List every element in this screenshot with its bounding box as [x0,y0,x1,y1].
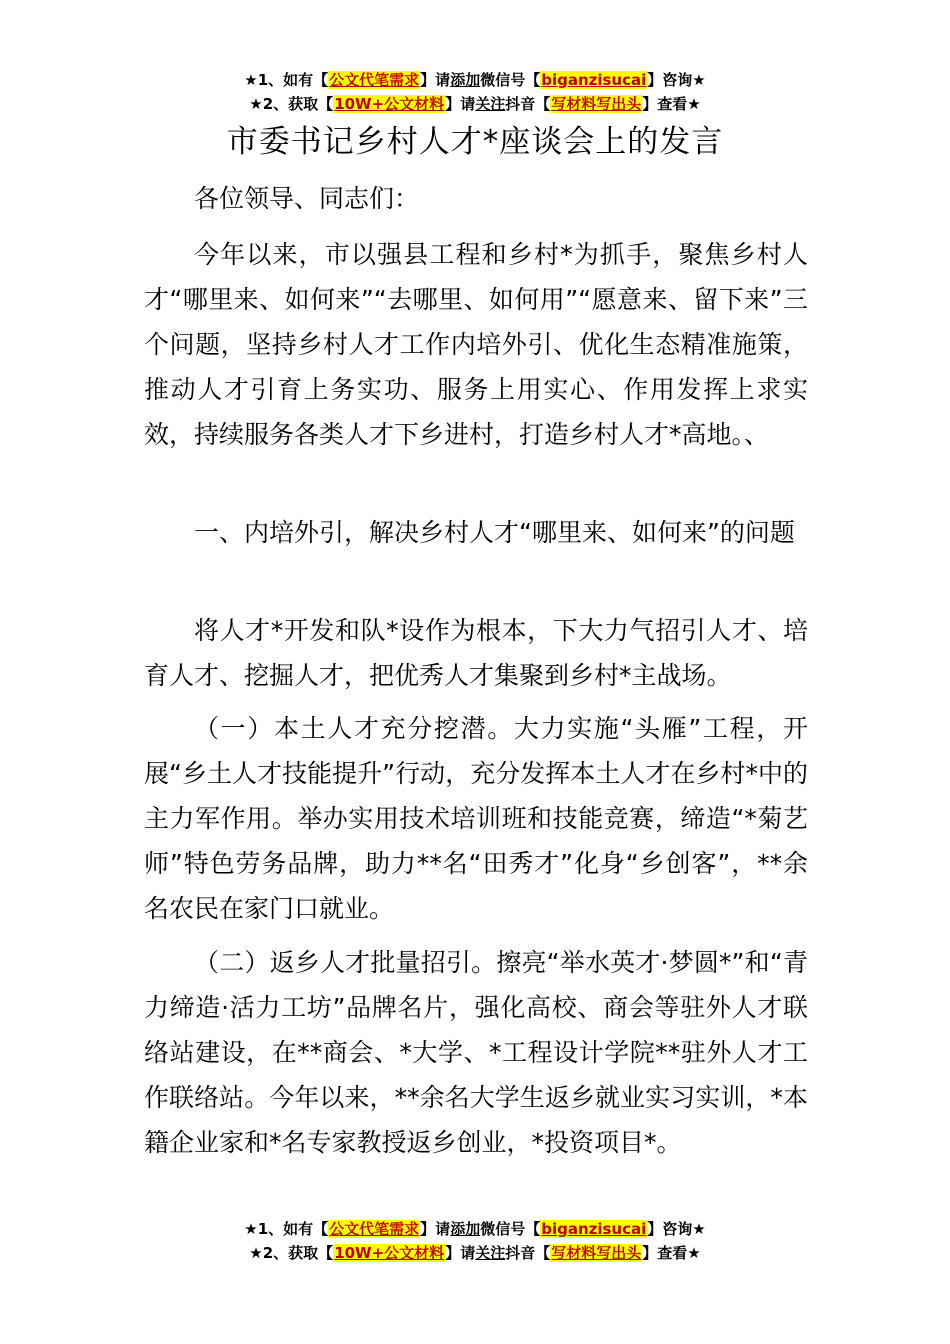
promo-line-1: ★1、如有【公文代笔需求】请添加微信号【biganzisucai】咨询★ [244,1220,706,1238]
promo-banner-bottom [0,1217,950,1265]
highlight-wechat-id: biganzisucai [541,71,647,89]
paragraph-2: （一）本土人才充分挖潜。大力实施“头雁”工程，开展“乡土人才技能提升”行动，充分发挥本土人才在乡村*中的主力军作用。举办实用技术培训班和技能竞赛，缔造“*菊艺师”特色劳务品牌，助力**名“田秀才”化身“乡创客”，**余名农民在家门口就业。 [144,714,808,923]
promo-banner-top [0,68,950,116]
paragraph-3: （二）返乡人才批量招引。擦亮“举水英才·梦圆*”和“青力缔造·活力工坊”品牌名片，强化高校、商会等驻外人才联络站建设，在**商会、*大学、*工程设计学院**驻外人才工作联络站。今年以来，**余名大学生返乡就业实习实训，*本籍企业家和*名专家教授返乡创业，*投资项目*。 [144,948,808,1157]
paragraph-intro: 今年以来，市以强县工程和乡村*为抓手，聚焦乡村人才“哪里来、如何来”“去哪里、如何用”“愿意来、留下来”三个问题，坚持乡村人才工作内培外引、优化生态精准施策，推动人才引育上务实功、服务上用实心、作用发挥上求实效，持续服务各类人才下乡进村，打造乡村人才*高地。、 [144,240,808,449]
highlight-materials: 10W+公文材料 [334,95,445,113]
greeting: 各位领导、同志们： [194,184,420,213]
highlight-wechat-id: biganzisucai [541,1220,647,1238]
highlight-materials: 10W+公文材料 [334,1244,445,1262]
highlight-douyin: 写材料写出头 [551,95,642,113]
section-heading-1: 一、内培外引，解决乡村人才“哪里来、如何来”的问题 [194,518,795,547]
paragraph-1: 将人才*开发和队*设作为根本，下大力气招引人才、培育人才、挖掘人才，把优秀人才集聚到乡村*主战场。 [144,616,808,690]
document-title: 市委书记乡村人才*座谈会上的发言 [226,124,724,160]
promo-line-2: ★2、获取【10W+公文材料】请关注抖音【写材料写出头】查看★ [249,1244,701,1262]
highlight-service: 公文代笔需求 [329,71,420,89]
promo-line-2: ★2、获取【10W+公文材料】请关注抖音【写材料写出头】查看★ [249,95,701,113]
highlight-douyin: 写材料写出头 [551,1244,642,1262]
highlight-service: 公文代笔需求 [329,1220,420,1238]
promo-line-1: ★1、如有【公文代笔需求】请添加微信号【biganzisucai】咨询★ [244,71,706,89]
